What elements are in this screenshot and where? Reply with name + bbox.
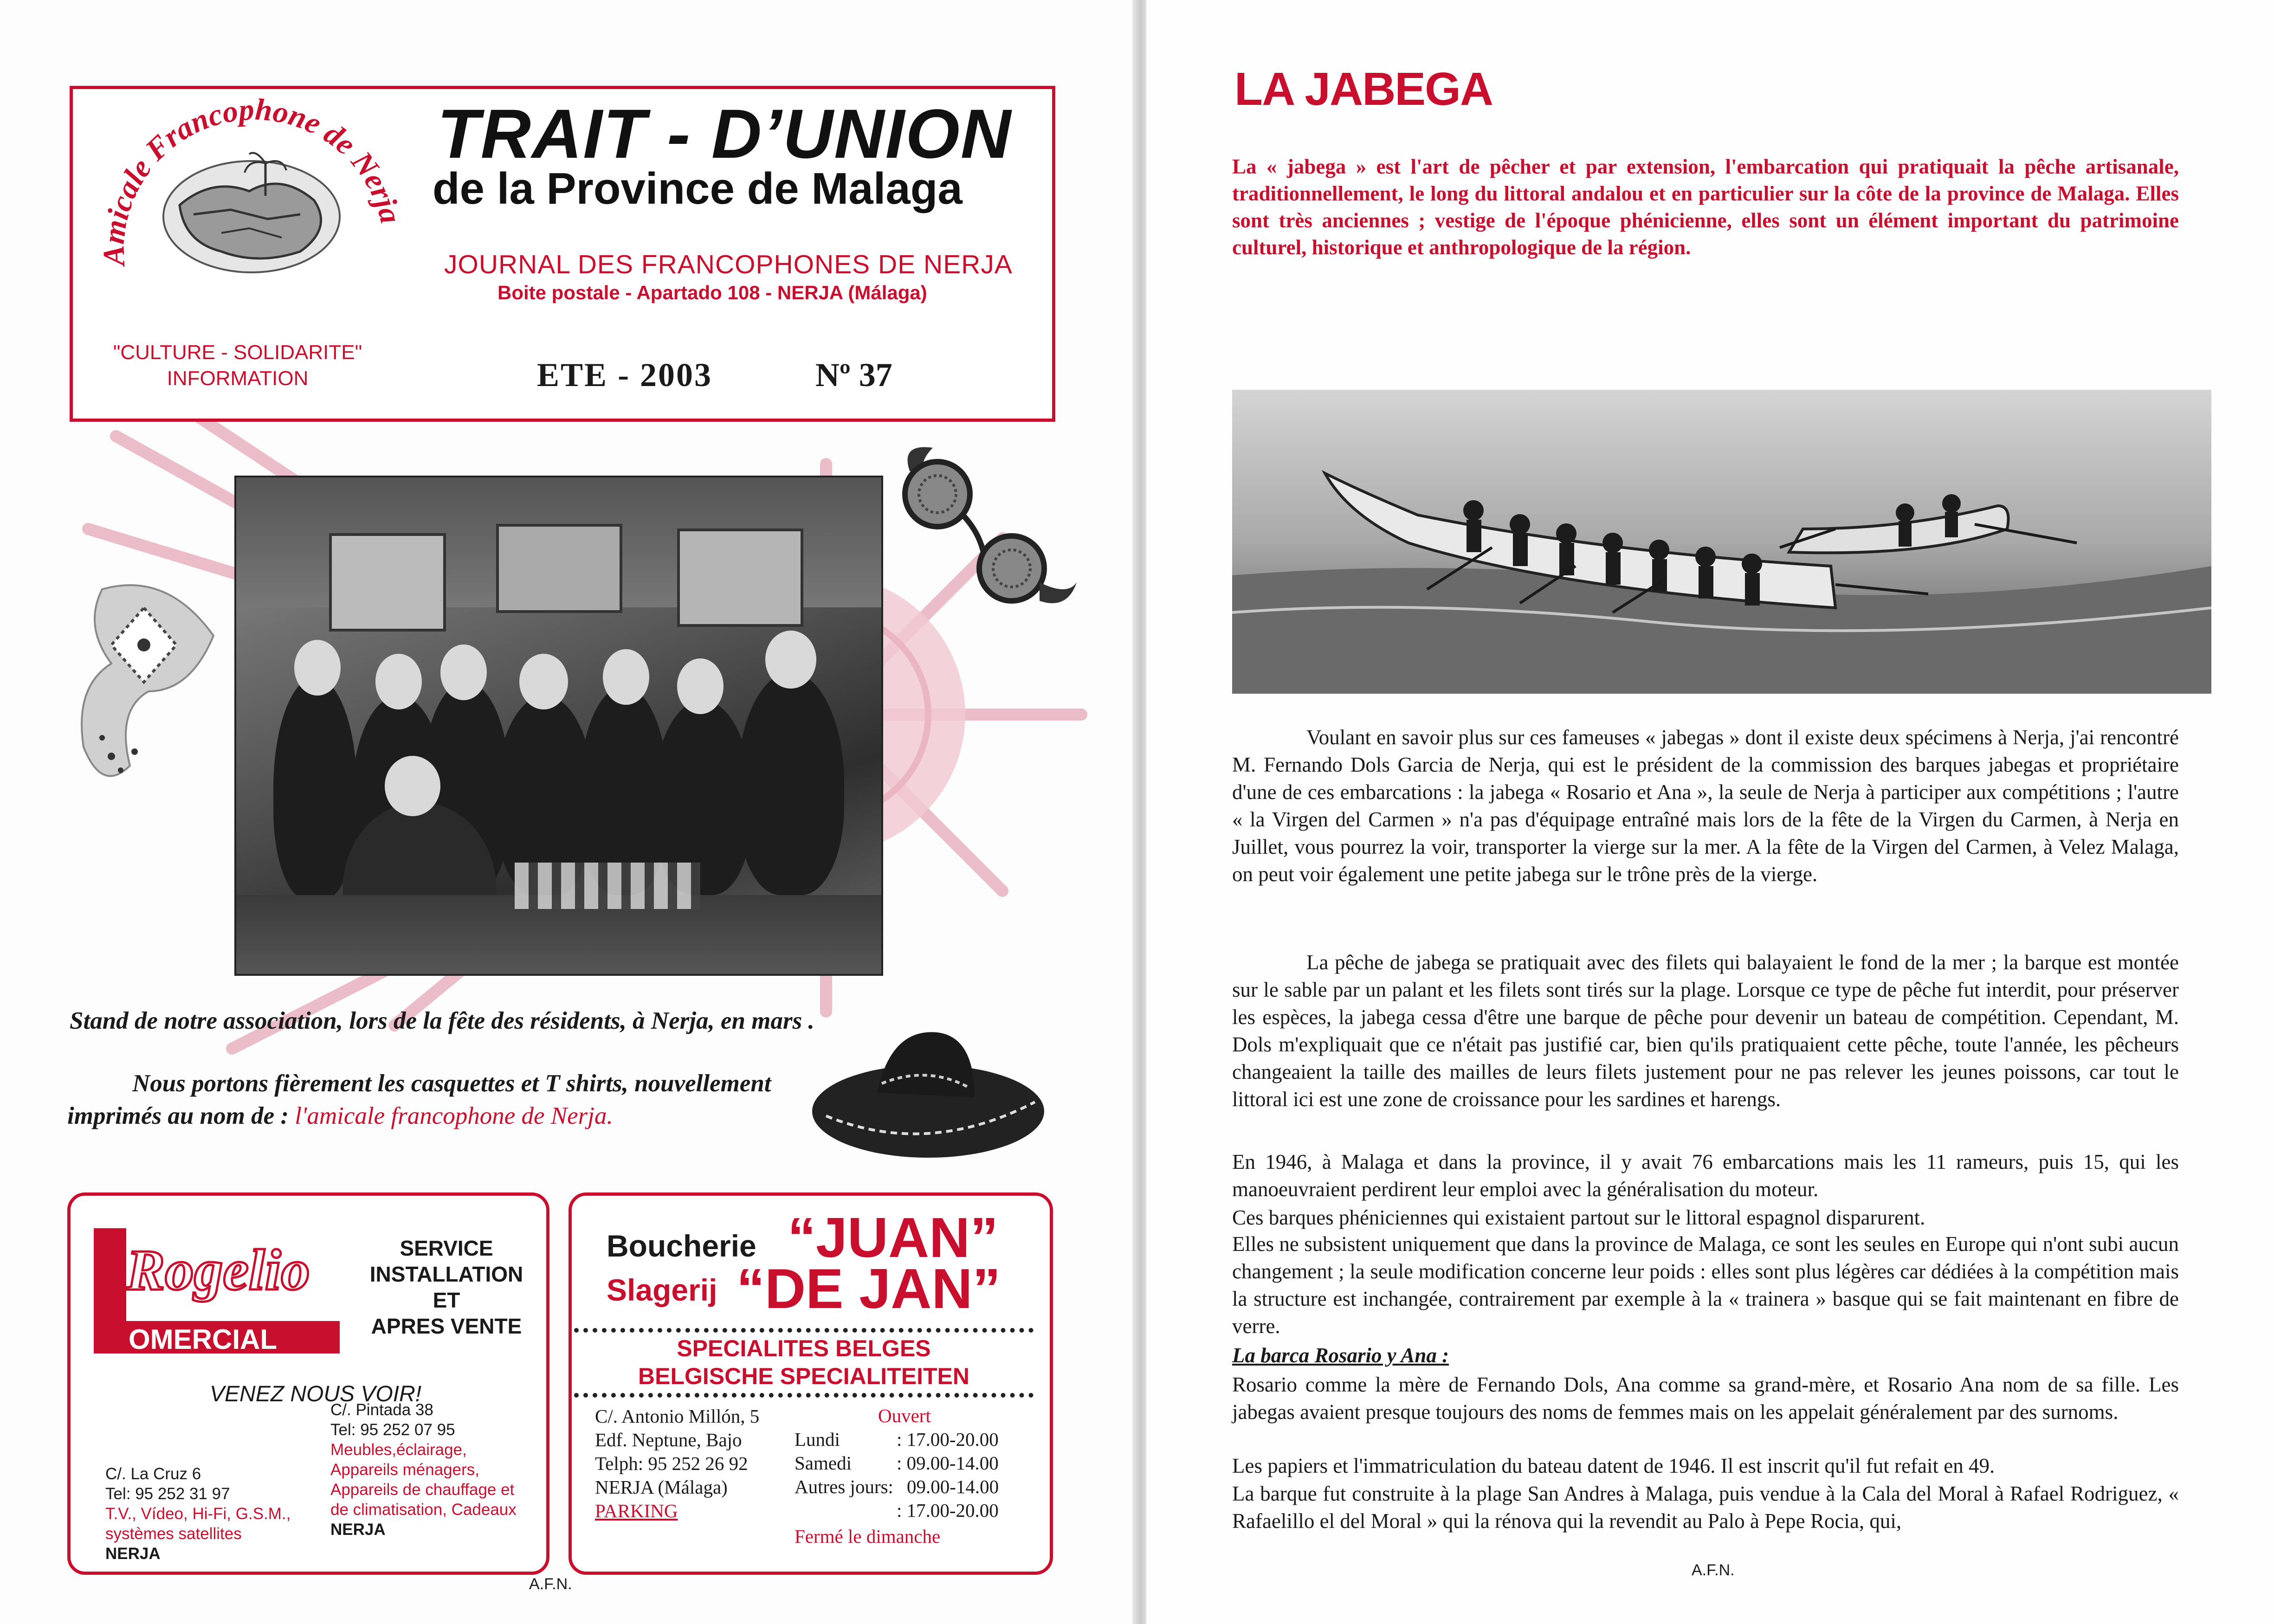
juan-name: “JUAN”	[788, 1206, 999, 1269]
shop2-goods3: Appareils de chauffage et	[330, 1481, 515, 1499]
article-intro: La « jabega » est l'art de pêcher et par extension, l'embarcation qui pratiquait la pêche artisanale, traditionnellement, le long du littoral andalou et en particulier sur la côte de la province de Malaga. Elles sont très anciennes ; vestige de l'époque phénicienne, elles sont un élément important du patrimoine culturel, historique et anthropologique de la région.	[1232, 155, 2179, 259]
shop1-goods1: T.V., Vídeo, Hi-Fi, G.S.M.,	[105, 1505, 291, 1523]
issue-season: ETE - 2003	[537, 356, 713, 393]
right-page	[1146, 0, 2274, 1624]
juan-parking: PARKING	[595, 1500, 678, 1521]
article-paragraph-6: Rosario comme la mère de Fernando Dols, Ana comme sa grand-mère, et Rosario Ana nom de sa fille. Les jabegas avaient presque toujours des noms de femmes mais on les appelait généralement par des surnoms.	[1232, 1373, 2179, 1424]
article-paragraph-5: Elles ne subsistent uniquement que dans la province de Malaga, ce sont les seules en Europe qui n'ont subi aucun changement ; la seule modification concerne leur poids : elles sont plus légères car dédiées à la compétition mais la structure est inchangée, contrairement par exemple à la « trainera » basque qui se fait maintenant en fibre de verre.	[1232, 1232, 2179, 1338]
caption-line2-black: imprimés au nom de :	[67, 1102, 289, 1129]
motto-line1: "CULTURE - SOLIDARITE"	[113, 341, 362, 364]
juan-hours	[897, 1428, 999, 1522]
journal-title: TRAIT - D’UNION	[437, 95, 1012, 173]
logo-arc-label: Amicale Francophone de Nerja	[97, 92, 408, 267]
shop1-address: C/. La Cruz 6	[105, 1465, 201, 1483]
juan-hours1: : 17.00-20.00	[897, 1429, 999, 1450]
svg-text:Amicale Francophone de Nerja	[97, 92, 407, 268]
photo-caption: Stand de notre association, lors de la fête des résidents, à Nerja, en mars .	[70, 1007, 814, 1034]
ad-boucherie-juan	[568, 1192, 1053, 1575]
shop2-tel: Tel: 95 252 07 95	[330, 1421, 455, 1439]
article-paragraph-2: La pêche de jabega se pratiquait avec des filets qui balayaient le fond de la mer ; la barque est montée sur le sable par un palant et les filets sont tirés sur la plage. Lorsque ce type de pêche fut interdit, pour préserver les espèces, la jabega cessa d'être une barque de pêche pour devenir un bateau de compétition. Cependant, M. Dols m'expliquait que ce n'était pas justifié car, bien qu'ils pratiquaient cette pêche, toute l'année, les pêcheurs changeaient la taille des mailles de leurs filets justement pour ne pas relever les jeunes poissons, car tout le littoral ici est une zone de croissance pour les sardines et harengs.	[1232, 951, 2179, 1111]
right-footer: A.F.N.	[1692, 1561, 1735, 1579]
specialites-nl: BELGISCHE SPECIALITEITEN	[638, 1363, 969, 1389]
issue-number: Nº 37	[815, 356, 892, 393]
juan-hours3b: : 17.00-20.00	[897, 1500, 999, 1521]
shop1-goods2: systèmes satellites	[105, 1525, 242, 1543]
shop2-goods1: Meubles,éclairage,	[330, 1441, 467, 1459]
motto	[108, 340, 368, 392]
shop2-goods4: de climatisation, Cadeaux	[330, 1501, 517, 1519]
journal-subtitle: de la Province de Malaga	[433, 164, 963, 213]
shop1-city: NERJA	[105, 1545, 161, 1563]
shop2-goods2: Appareils ménagers,	[330, 1461, 479, 1479]
juan-addr1: C/. Antonio Millón, 5	[595, 1405, 760, 1427]
service-line4: APRES VENTE	[371, 1314, 522, 1338]
boucherie-label: Boucherie	[607, 1229, 756, 1263]
article-paragraph-8: La barque fut construite à la plage San Andres à Malaga, puis vendue à la Cala del Moral à Rafael Rodriguez, « Rafaelillo el del Moral » qui la rénova qui la revendit au Palo à Pepe Rocia, qui,	[1232, 1482, 2179, 1533]
slagerij-label: Slagerij	[607, 1273, 717, 1307]
juan-days	[795, 1428, 893, 1499]
dejan-name: “DE JAN”	[736, 1257, 1001, 1320]
article-paragraph-1: Voulant en savoir plus sur ces fameuses « jabegas » dont il existe deux spécimens à Nerja, j'ai rencontré M. Fernando Dols Garcia de Nerja, qui est le président de la commission des barques jabegas et propriétaire d'une de ces embarcations : la jabega « Rosario et Ana », la seule de Nerja à participer aux compétitions ; l'autre « la Virgen del Carmen » n'a pas d'équipage entraîné mais lors de la fête de la Virgen du Carmen, à Nerja en Juillet, vous pourrez la voir, transporter la vierge sur la mer. A la fête de la Virgen del Carmen, à Velez Malaga, on peut voir également une petite jabega sur le trône près de la vierge.	[1232, 726, 2179, 886]
shop2-address: C/. Pintada 38	[330, 1401, 433, 1419]
juan-addr4: NERJA (Málaga)	[595, 1476, 728, 1498]
rogelio-shop2	[330, 1400, 517, 1540]
shop1-tel: Tel: 95 252 31 97	[105, 1485, 230, 1503]
juan-day3: Autres jours:	[795, 1476, 893, 1497]
sunglasses-icon	[882, 443, 1086, 624]
masthead-box	[70, 86, 1055, 422]
caption-line1: Nous portons fièrement les casquettes et T shirts, nouvellement	[132, 1070, 771, 1097]
rogelio-slogan: VENEZ NOUS VOIR!	[210, 1382, 422, 1406]
caption-line2-red: l'amicale francophone de Nerja.	[295, 1102, 613, 1129]
rogelio-bar-text: OMERCIAL	[129, 1324, 277, 1355]
service-line1: SERVICE	[400, 1236, 493, 1260]
fan-decoration	[74, 571, 227, 812]
juan-day1: Lundi	[795, 1429, 840, 1450]
left-footer: A.F.N.	[529, 1575, 572, 1593]
article-paragraph-4: Ces barques phéniciennes qui existaient partout sur le littoral espagnol disparurent.	[1232, 1206, 1925, 1229]
stand-photo	[234, 476, 883, 976]
juan-day2: Samedi	[795, 1452, 852, 1474]
article-subheading: La barca Rosario y Ana :	[1232, 1344, 1449, 1367]
juan-addr3: Telph: 95 252 26 92	[595, 1453, 748, 1474]
juan-addr2: Edf. Neptune, Bajo	[595, 1429, 742, 1450]
specialites-fr: SPECIALITES BELGES	[677, 1335, 931, 1361]
postal-address: Boite postale - Apartado 108 - NERJA (Málaga)	[497, 282, 927, 303]
dotted-divider-bottom	[574, 1393, 1034, 1398]
juan-hours2: : 09.00-14.00	[897, 1452, 999, 1474]
shop2-city: NERJA	[330, 1521, 386, 1539]
article-title: LA JABEGA	[1234, 63, 1493, 115]
dotted-divider-top	[574, 1328, 1034, 1333]
service-line2: INSTALLATION	[369, 1262, 523, 1286]
service-line3: ET	[433, 1288, 460, 1312]
juan-hours3a: 09.00-14.00	[907, 1476, 999, 1497]
juan-ouvert: Ouvert	[878, 1405, 931, 1426]
journal-tagline: JOURNAL DES FRANCOPHONES DE NERJA	[444, 250, 1013, 279]
rogelio-shop1	[105, 1444, 291, 1564]
rogelio-service	[368, 1235, 525, 1339]
juan-address	[595, 1405, 759, 1523]
article-paragraph-7: Les papiers et l'immatriculation du bateau datent de 1946. Il est inscrit qu'il fut refait en 49.	[1232, 1454, 1995, 1477]
rogelio-script: Rogelio	[126, 1238, 310, 1302]
jabega-boats-photo	[1232, 390, 2211, 694]
motto-line2: INFORMATION	[167, 367, 309, 390]
juan-closed: Fermé le dimanche	[795, 1526, 941, 1547]
article-paragraph-3: En 1946, à Malaga et dans la province, il y avait 76 embarcations mais les 11 rameurs, puis 15, qui les manoeuvraient perdirent leur emploi avec la généralisation du moteur.	[1232, 1150, 2179, 1201]
caption-line2	[67, 1102, 856, 1130]
ad-rogelio	[67, 1192, 549, 1575]
logo-arc-text	[78, 89, 430, 312]
